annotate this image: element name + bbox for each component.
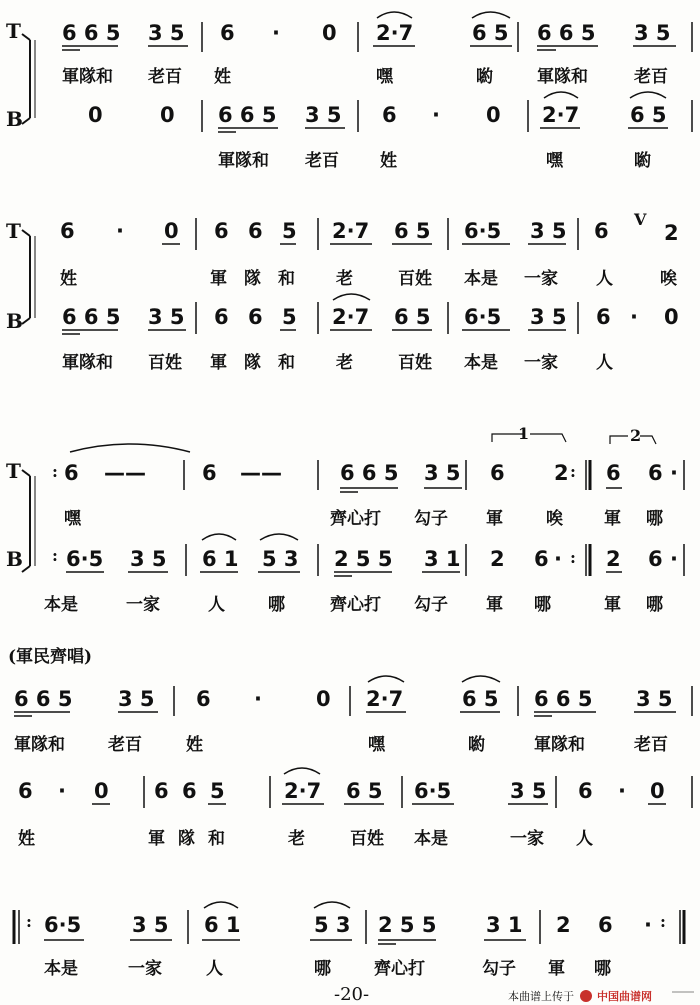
note-group: —— bbox=[104, 461, 146, 485]
lyric: 軍隊和 bbox=[14, 735, 65, 755]
lyric: 本是 bbox=[464, 353, 498, 373]
lyric: 軍 bbox=[604, 595, 621, 615]
note-group: · bbox=[254, 687, 262, 711]
tenor-label: T bbox=[6, 219, 21, 243]
lyric: 姓 bbox=[60, 269, 77, 289]
repeat-sign: : bbox=[52, 462, 58, 481]
bass-label: B bbox=[6, 309, 23, 333]
lyric: 姓 bbox=[380, 151, 397, 171]
lyric: 哪 bbox=[314, 959, 331, 979]
note-group: 6·5 bbox=[66, 547, 104, 571]
note-group: · bbox=[630, 305, 638, 329]
note-group: 0 bbox=[650, 779, 665, 803]
note-group: · bbox=[272, 21, 280, 45]
lyric: 一家 bbox=[524, 269, 558, 289]
note-group: 6 6 5 bbox=[218, 103, 277, 127]
tenor-label: T bbox=[6, 19, 21, 43]
lyric: 齊心打 bbox=[330, 509, 381, 529]
note-group: 6 bbox=[60, 219, 75, 243]
note-group: 6 6 5 bbox=[537, 21, 596, 45]
note-group: 0 bbox=[164, 219, 179, 243]
note-group: 6 bbox=[596, 305, 611, 329]
note-group: 6 bbox=[154, 779, 169, 803]
note-group: 2·7 bbox=[284, 779, 322, 803]
lyric: 本是 bbox=[464, 269, 498, 289]
note-group: 6 bbox=[214, 305, 229, 329]
tenor-label: T bbox=[6, 459, 21, 483]
lyric: 老百 bbox=[108, 735, 142, 755]
lyric: 哪 bbox=[594, 959, 611, 979]
lyric: 唉 bbox=[546, 509, 563, 529]
lyric: 嘿 bbox=[376, 67, 393, 87]
lyric: 姓 bbox=[214, 67, 231, 87]
note-group: · bbox=[554, 547, 562, 571]
lyric: 本是 bbox=[44, 595, 78, 615]
note-group: · bbox=[58, 779, 66, 803]
note-group: 3 5 bbox=[118, 687, 155, 711]
note-group: 6 bbox=[382, 103, 397, 127]
note-group: 6·5 bbox=[414, 779, 452, 803]
note-group: 3 5 bbox=[634, 21, 671, 45]
note-group: 5 3 bbox=[262, 547, 299, 571]
note-group: 6 bbox=[578, 779, 593, 803]
lyric: 人 bbox=[208, 595, 225, 615]
lyric: 老百 bbox=[634, 67, 668, 87]
note-group: 6 bbox=[196, 687, 211, 711]
note-group: 2·7 bbox=[376, 21, 414, 45]
repeat-sign: : bbox=[26, 912, 32, 931]
lyric: 人 bbox=[576, 829, 593, 849]
lyric: 本是 bbox=[44, 959, 78, 979]
note-group: 6 5 bbox=[394, 305, 431, 329]
note-group: 2 bbox=[664, 221, 679, 245]
note-group: 0 bbox=[664, 305, 679, 329]
note-group: 3 5 bbox=[530, 219, 567, 243]
note-group: 6 bbox=[594, 219, 609, 243]
note-group: 6 5 bbox=[472, 21, 509, 45]
lyric: 唉 bbox=[660, 269, 677, 289]
note-group: 6 5 bbox=[346, 779, 383, 803]
lyric: 本是 bbox=[414, 829, 448, 849]
note-group: 2 bbox=[556, 913, 571, 937]
note-group: 5 3 bbox=[314, 913, 351, 937]
note-group: 6 bbox=[648, 547, 663, 571]
note-group: 3 5 bbox=[130, 547, 167, 571]
lyric: 隊 bbox=[244, 269, 261, 289]
lyric: 一家 bbox=[510, 829, 544, 849]
note-group: 6·5 bbox=[464, 305, 502, 329]
lyric: 老百 bbox=[305, 151, 339, 171]
note-group: 0 bbox=[316, 687, 331, 711]
note-group: 5 bbox=[282, 305, 297, 329]
note-group: 0 bbox=[322, 21, 337, 45]
watermark-text: 本曲谱上传于 bbox=[508, 990, 574, 1003]
note-group: 6 5 bbox=[630, 103, 667, 127]
note-group: 6 6 5 bbox=[14, 687, 73, 711]
note-group: 6 bbox=[220, 21, 235, 45]
page-number: -20- bbox=[334, 984, 370, 1005]
ending-1-label: 1 bbox=[518, 424, 530, 443]
note-group: 0 bbox=[486, 103, 501, 127]
note-group: 6 bbox=[248, 219, 263, 243]
watermark-logo-icon bbox=[580, 990, 592, 1002]
note-group: 6 bbox=[18, 779, 33, 803]
lyric: 哪 bbox=[534, 595, 551, 615]
note-group: 6 bbox=[64, 461, 79, 485]
lyric: 一家 bbox=[128, 959, 162, 979]
note-group: 3 5 bbox=[132, 913, 169, 937]
lyric: 老百 bbox=[634, 735, 668, 755]
lyric: 人 bbox=[206, 959, 223, 979]
lyric: 百姓 bbox=[398, 353, 432, 373]
note-group: 6·5 bbox=[44, 913, 82, 937]
note-group: 0 bbox=[94, 779, 109, 803]
lyric: 嘿 bbox=[368, 735, 385, 755]
lyric: 人 bbox=[596, 269, 613, 289]
note-group: 2 bbox=[606, 547, 621, 571]
lyric: 和 bbox=[278, 353, 295, 373]
lyric: 軍 bbox=[486, 595, 503, 615]
note-group: 2 bbox=[490, 547, 505, 571]
note-group: 6 bbox=[248, 305, 263, 329]
note-group: · bbox=[670, 547, 678, 571]
lyric: 百姓 bbox=[350, 829, 384, 849]
lyric: 軍隊和 bbox=[218, 151, 269, 171]
repeat-sign: : bbox=[52, 546, 58, 565]
repeat-sign: : bbox=[660, 912, 666, 931]
note-group: 6 6 5 bbox=[340, 461, 399, 485]
note-group: 2 bbox=[554, 461, 569, 485]
repeat-sign: : bbox=[570, 462, 576, 481]
note-group: 6 1 bbox=[202, 547, 239, 571]
note-group: 6 bbox=[606, 461, 621, 485]
lyric: 百姓 bbox=[148, 353, 182, 373]
ending-2-label: 2 bbox=[630, 426, 642, 445]
note-group: 6 5 bbox=[394, 219, 431, 243]
note-group: 6 6 5 bbox=[534, 687, 593, 711]
lyric: 軍 bbox=[148, 829, 165, 849]
lyric: 哪 bbox=[646, 509, 663, 529]
note-group: 2·7 bbox=[332, 219, 370, 243]
lyric: 喲 bbox=[634, 151, 651, 171]
note-group: 6 bbox=[214, 219, 229, 243]
note-group: 3 1 bbox=[486, 913, 523, 937]
lyric: 軍隊和 bbox=[534, 735, 585, 755]
lyric: 軍 bbox=[210, 353, 227, 373]
note-group: 0 bbox=[160, 103, 175, 127]
lyric: 軍隊和 bbox=[62, 67, 113, 87]
lyric: 姓 bbox=[186, 735, 203, 755]
note-group: 2·7 bbox=[332, 305, 370, 329]
bass-label: B bbox=[6, 547, 23, 571]
lyric: 隊 bbox=[178, 829, 195, 849]
note-group: 3 1 bbox=[424, 547, 461, 571]
lyric: 軍 bbox=[604, 509, 621, 529]
note-group: 2·7 bbox=[366, 687, 404, 711]
note-group: 0 bbox=[88, 103, 103, 127]
lyric: 老 bbox=[288, 829, 305, 849]
note-group: · bbox=[618, 779, 626, 803]
note-group: 6 bbox=[202, 461, 217, 485]
note-group: 6 bbox=[490, 461, 505, 485]
watermark bbox=[508, 988, 652, 1004]
note-group: · bbox=[116, 219, 124, 243]
lyric: 齊心打 bbox=[330, 595, 381, 615]
note-group: 2 5 5 bbox=[378, 913, 437, 937]
lyric: 勾子 bbox=[414, 509, 448, 529]
lyric: 百姓 bbox=[398, 269, 432, 289]
lyric: 人 bbox=[596, 353, 613, 373]
note-group: 6 bbox=[648, 461, 663, 485]
lyric: 軍隊和 bbox=[537, 67, 588, 87]
section-label: (軍民齊唱) bbox=[8, 647, 93, 667]
lyric: 勾子 bbox=[482, 959, 516, 979]
note-group: 3 5 bbox=[305, 103, 342, 127]
note-group: 5 bbox=[210, 779, 225, 803]
lyric: 喲 bbox=[468, 735, 485, 755]
note-group: —— bbox=[240, 461, 282, 485]
repeat-sign: : bbox=[570, 548, 576, 567]
lyric: 一家 bbox=[524, 353, 558, 373]
note-group: 3 5 bbox=[510, 779, 547, 803]
lyric: 軍 bbox=[486, 509, 503, 529]
note-group: 6 1 bbox=[204, 913, 241, 937]
lyric: 軍 bbox=[548, 959, 565, 979]
lyric: 喲 bbox=[476, 67, 493, 87]
note-group: 6 bbox=[182, 779, 197, 803]
note-group: 6 6 5 bbox=[62, 21, 121, 45]
lyric: 和 bbox=[278, 269, 295, 289]
note-group: · bbox=[670, 461, 678, 485]
note-group: · bbox=[432, 103, 440, 127]
bass-label: B bbox=[6, 107, 23, 131]
note-group: 2 5 5 bbox=[334, 547, 393, 571]
lyric: 一家 bbox=[126, 595, 160, 615]
lyric: 軍 bbox=[210, 269, 227, 289]
note-group: 3 5 bbox=[530, 305, 567, 329]
note-group: 6 6 5 bbox=[62, 305, 121, 329]
note-group: 5 bbox=[282, 219, 297, 243]
watermark-logo: 中国曲谱网 bbox=[597, 990, 652, 1003]
breath-mark: V bbox=[634, 210, 647, 229]
note-group: 6 bbox=[598, 913, 613, 937]
note-group: 3 5 bbox=[636, 687, 673, 711]
note-group: 3 5 bbox=[148, 21, 185, 45]
lyric: 和 bbox=[208, 829, 225, 849]
lyric: 嘿 bbox=[546, 151, 563, 171]
lyric: 嘿 bbox=[64, 509, 81, 529]
lyric: 隊 bbox=[244, 353, 261, 373]
lyric: 老 bbox=[336, 269, 353, 289]
note-group: 6 bbox=[534, 547, 549, 571]
lyric: 哪 bbox=[646, 595, 663, 615]
note-group: 6 5 bbox=[462, 687, 499, 711]
lyric: 軍隊和 bbox=[62, 353, 113, 373]
note-group: 3 5 bbox=[424, 461, 461, 485]
note-group: 6·5 bbox=[464, 219, 502, 243]
lyric: 齊心打 bbox=[374, 959, 425, 979]
lyric: 哪 bbox=[268, 595, 285, 615]
note-group: 3 5 bbox=[148, 305, 185, 329]
note-group: 2·7 bbox=[542, 103, 580, 127]
lyric: 姓 bbox=[18, 829, 35, 849]
lyric: 勾子 bbox=[414, 595, 448, 615]
lyric: 老 bbox=[336, 353, 353, 373]
note-group: · bbox=[644, 913, 652, 937]
lyric: 老百 bbox=[148, 67, 182, 87]
